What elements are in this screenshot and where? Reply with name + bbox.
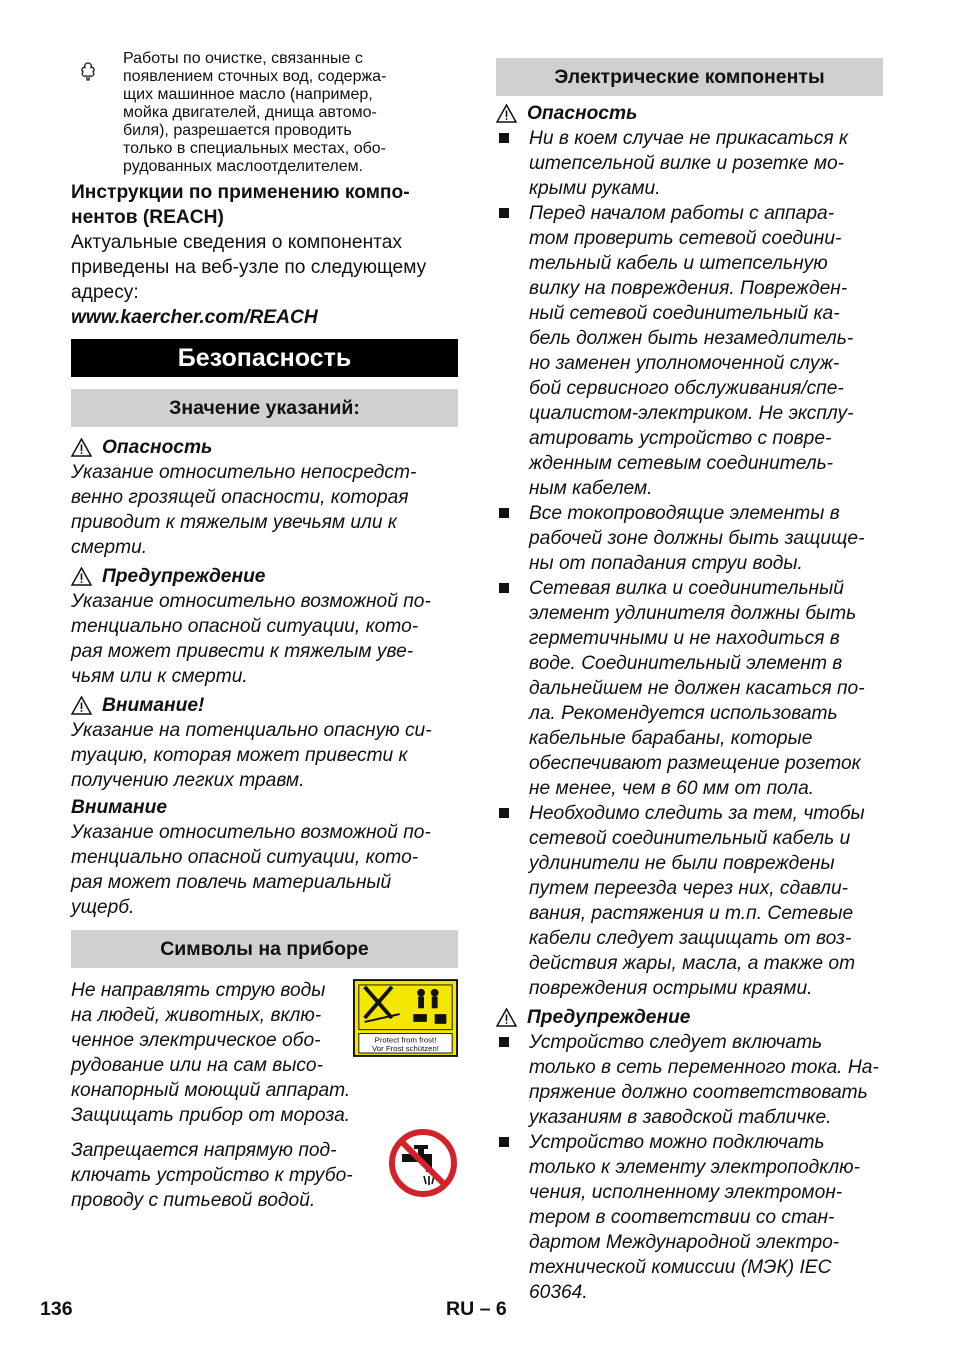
text-line: вилку на повреждения. Поврежден- [529, 278, 848, 299]
caution-label: Внимание! [102, 695, 205, 716]
text-line: ущерб. [71, 897, 135, 918]
text-line: Ни в коем случае не прикасаться к [529, 128, 849, 149]
text-line: тенциально опасной ситуации, кото- [71, 847, 419, 868]
text-line: но заменен уполномоченной служ- [529, 353, 840, 374]
square-bullet-icon [499, 808, 509, 818]
meaning-title: Значение указаний: [71, 389, 458, 427]
text-line: рая может привести к тяжелым уве- [71, 641, 414, 662]
text-line: получению легких травм. [71, 770, 305, 791]
page-number: 136 [40, 1298, 73, 1320]
text-line: Указание относительно возможной по- [71, 822, 431, 843]
text-line: адресу: [71, 282, 139, 303]
text-line: герметичными и не находиться в [529, 628, 840, 649]
frost-label-de: Vor Frost schützen! [372, 1044, 439, 1054]
caution-heading [71, 693, 458, 718]
text-line: бой сервисного обслуживания/спе- [529, 378, 844, 399]
text-line: штепсельной вилке и розетке мо- [529, 153, 845, 174]
text-line: дартом Международной электро- [529, 1232, 840, 1253]
list-item [496, 126, 883, 201]
text-line: проводу с питьевой водой. [71, 1190, 316, 1211]
text-line: венно грозящей опасности, которая [71, 487, 409, 508]
text-line: ный сетевой соединительный ка- [529, 303, 840, 324]
no-drinking-water-connection-icon [388, 1128, 458, 1198]
text-line: чения, исполненному электромон- [529, 1182, 843, 1203]
square-bullet-icon [499, 1137, 509, 1147]
text-line: только к элементу электроподклю- [529, 1157, 860, 1178]
text-line: Сетевая вилка и соединительный [529, 578, 844, 599]
text-line: указаниям в заводской табличке. [529, 1107, 832, 1128]
device-warning-label-image [353, 978, 458, 1058]
text-line: крыми руками. [529, 178, 661, 199]
text-line: Указание на потенциально опасную си- [71, 720, 432, 741]
text-line: туацию, которая может привести к [71, 745, 408, 766]
warning-text [71, 589, 458, 689]
electric-warning-label: Предупреждение [527, 1007, 691, 1028]
text-line: кабельные барабаны, которые [529, 728, 813, 749]
text-line: Устройство следует включать [529, 1032, 823, 1053]
text-line: на людей, животных, вклю- [71, 1005, 322, 1026]
electric-danger-label: Опасность [527, 103, 638, 124]
environment-text [123, 50, 458, 176]
electric-title: Электрические компоненты [496, 58, 883, 96]
text-line: Защищать прибор от мороза. [71, 1105, 351, 1126]
text-line: приведены на веб-узле по следующему [71, 257, 427, 278]
symbol-spray-text [71, 978, 353, 1128]
caution-text [71, 718, 458, 793]
reach-heading [71, 180, 458, 230]
right-column [496, 58, 883, 1305]
notice-label: Внимание [71, 797, 168, 818]
square-bullet-icon [499, 508, 509, 518]
text-line: Актуальные сведения о компонентах [71, 232, 403, 253]
text-line: путем переезда через них, сдавли- [529, 878, 849, 899]
warning-triangle-icon [71, 696, 92, 715]
danger-label: Опасность [102, 437, 213, 458]
text-line: тельный кабель и штепсельную [529, 253, 828, 274]
text-line: 60364. [529, 1282, 588, 1303]
text-line: ключать устройство к трубо- [71, 1165, 353, 1186]
text-line: ла. Рекомендуется использовать [529, 703, 838, 724]
text-line: появлением сточных вод, содержа- [123, 68, 387, 85]
square-bullet-icon [499, 583, 509, 593]
symbol-row-water [71, 1138, 458, 1213]
text-line: тером в соответствии со стан- [529, 1207, 835, 1228]
text-line: циалистом-электриком. Не эксплу- [529, 403, 854, 424]
square-bullet-icon [499, 1037, 509, 1047]
electric-danger-heading [496, 101, 883, 126]
text-line: сетевой соединительный кабель и [529, 828, 851, 849]
danger-text [71, 460, 458, 560]
environment-note [71, 50, 458, 176]
text-line: Указание относительно непосредст- [71, 462, 417, 483]
symbols-title: Символы на приборе [71, 930, 458, 968]
text-line: бель должен быть незамедлитель- [529, 328, 854, 349]
warning-triangle-icon [71, 567, 92, 586]
text-line: технической комиссии (МЭК) IEC [529, 1257, 832, 1278]
safety-title: Безопасность [71, 339, 458, 377]
frost-label-en: Protect from frost! [374, 1035, 437, 1045]
notice-text [71, 820, 458, 920]
text-line: элемент удлинителя должны быть [529, 603, 857, 624]
list-item [496, 801, 883, 1001]
text-line: атировать устройство с повре- [529, 428, 832, 449]
text-line: мойка двигателей, днища автомо- [123, 104, 377, 121]
text-line: повреждения острыми краями. [529, 978, 813, 999]
text-line: Работы по очистке, связанные с [123, 50, 363, 67]
text-line: только в специальных местах, обо- [123, 140, 386, 157]
electric-warning-list [496, 1030, 883, 1305]
text-line: пряжение должно соответствовать [529, 1082, 868, 1103]
text-line: вания, растяжения и т.п. Сетевые [529, 903, 854, 924]
text-line: нентов (REACH) [71, 207, 224, 228]
text-line: дальнейшем не должен касаться по- [529, 678, 865, 699]
warning-heading [71, 564, 458, 589]
text-line: ны от попадания струи воды. [529, 553, 803, 574]
reach-url[interactable]: www.kaercher.com/REACH [71, 307, 318, 328]
text-line: Запрещается напрямую под- [71, 1140, 337, 1161]
symbol-water-text [71, 1138, 361, 1213]
square-bullet-icon [499, 133, 509, 143]
text-line: щих машинное масло (например, [123, 86, 373, 103]
square-bullet-icon [499, 208, 509, 218]
environment-icon [77, 60, 99, 82]
text-line: приводит к тяжелым увечьям или к [71, 512, 397, 533]
text-line: чьям или к смерти. [71, 666, 248, 687]
text-line: биля), разрешается проводить [123, 122, 352, 139]
text-line: действия жары, масла, а также от [529, 953, 856, 974]
list-item [496, 201, 883, 501]
symbol-row-spray [71, 978, 458, 1128]
text-line: Не направлять струю воды [71, 980, 326, 1001]
warning-triangle-icon [71, 438, 92, 457]
text-line: Перед началом работы с аппара- [529, 203, 835, 224]
text-line: обеспечивают размещение розеток [529, 753, 861, 774]
text-line: ченное электрическое обо- [71, 1030, 321, 1051]
reach-text [71, 230, 458, 305]
warning-triangle-icon [496, 1008, 517, 1027]
text-line: Инструкции по применению компо- [71, 182, 410, 203]
text-line: не менее, чем в 60 мм от пола. [529, 778, 815, 799]
danger-heading [71, 435, 458, 460]
list-item [496, 1130, 883, 1305]
text-line: рудование или на сам высо- [71, 1055, 323, 1076]
text-line: Указание относительно возможной по- [71, 591, 431, 612]
list-item [496, 1030, 883, 1130]
warning-triangle-icon [496, 104, 517, 123]
warning-label: Предупреждение [102, 566, 266, 587]
page-section: RU – 6 [446, 1298, 507, 1320]
list-item [496, 501, 883, 576]
text-line: том проверить сетевой соедини- [529, 228, 842, 249]
electric-danger-list [496, 126, 883, 1001]
text-line: рудованных маслоотделителем. [123, 158, 364, 175]
text-line: рабочей зоне должны быть защище- [529, 528, 865, 549]
text-line: Необходимо следить за тем, чтобы [529, 803, 865, 824]
text-line: смерти. [71, 537, 148, 558]
list-item [496, 576, 883, 801]
text-line: ным кабелем. [529, 478, 653, 499]
text-line: Устройство можно подключать [529, 1132, 825, 1153]
text-line: воде. Соединительный элемент в [529, 653, 843, 674]
left-column [71, 50, 458, 1213]
text-line: жденным сетевым соединитель- [529, 453, 834, 474]
electric-warning-heading [496, 1005, 883, 1030]
text-line: только в сеть переменного тока. На- [529, 1057, 879, 1078]
text-line: рая может повлечь материальный [71, 872, 392, 893]
text-line: конапорный моющий аппарат. [71, 1080, 351, 1101]
text-line: кабели следует защищать от воз- [529, 928, 852, 949]
text-line: Все токопроводящие элементы в [529, 503, 840, 524]
text-line: тенциально опасной ситуации, кото- [71, 616, 419, 637]
text-line: удлинители не были повреждены [529, 853, 835, 874]
